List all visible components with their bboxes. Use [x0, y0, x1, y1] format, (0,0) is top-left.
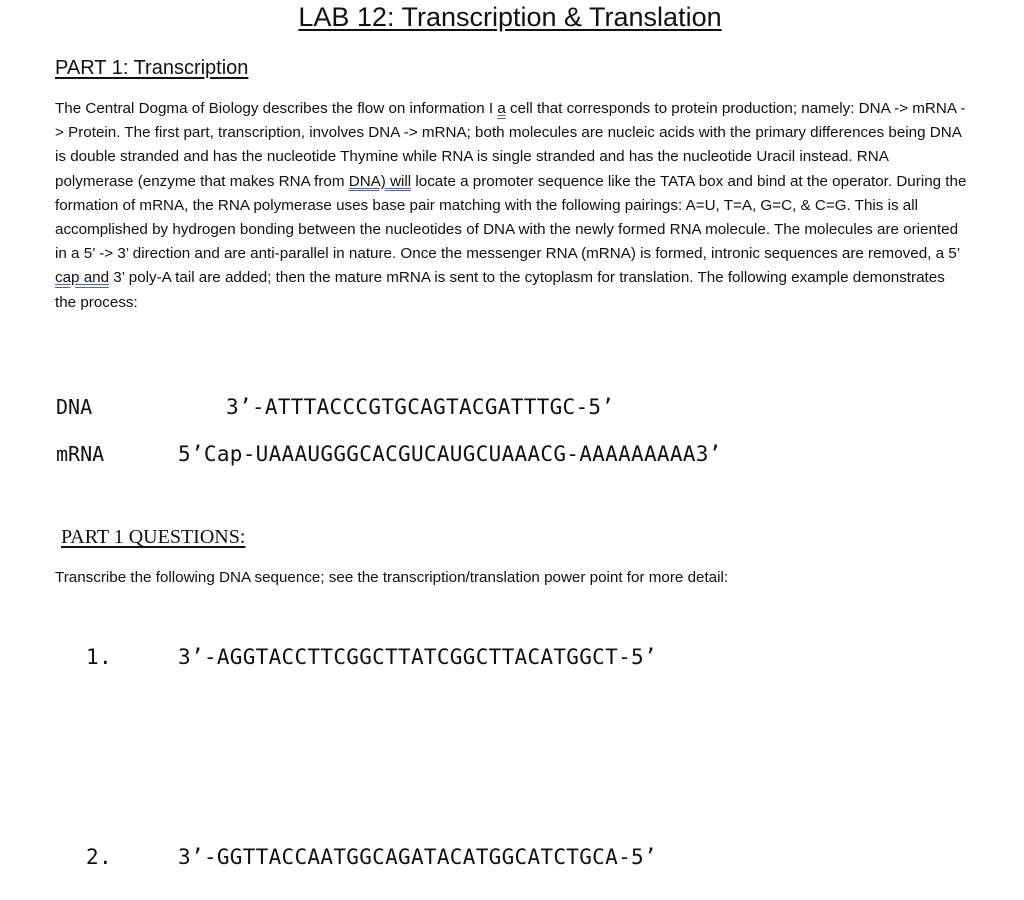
page-title-text: LAB 12: Transcription & Translation [298, 2, 722, 32]
example-mrna-sequence: 5’Cap-UAAAUGGGCACGUCAUGCUAAACG-AAAAAAAAA3’ [178, 442, 722, 466]
intro-text-4: 3’ poly-A tail are added; then the mature mRNA is sent to the cytoplasm for translation. The following example demonstrates the process: [55, 269, 945, 311]
part1-heading: PART 1: Transcription [55, 57, 249, 79]
intro-phrase-dna-will: DNA) will [348, 172, 412, 190]
example-dna-label: DNA [56, 395, 93, 419]
intro-word-a: a [497, 100, 506, 117]
question-sequence: 3’-GGTTACCAATGGCAGATACATGGCATCTGCA-5’ [178, 845, 657, 869]
question-sequence: 3’-AGGTACCTTCGGCTTATCGGCTTACATGGCT-5’ [178, 645, 657, 669]
part1-questions-heading: PART 1 QUESTIONS: [61, 526, 246, 548]
question-number: 2. [86, 845, 112, 869]
intro-text-3: locate a promoter sequence like the TATA box and bind at the operator. During the formation of mRNA, the RNA polymerase uses base pair matching with the following pairings: A=U, T=A, G=C, & C=G. This is all accomplished by hydrogen bonding between the nucleotides of DNA with the newly formed RNA molecule. The molecules are oriented in a 5’ -> 3’ direction and are anti-parallel in nature. Once the messenger RNA (mRNA) is formed, intronic sequences are removed, a 5’ [55, 172, 967, 263]
example-dna-sequence: 3’-ATTTACCCGTGCAGTACGATTTGC-5’ [226, 395, 615, 419]
intro-paragraph [55, 97, 967, 315]
intro-text-1: The Central Dogma of Biology describes the flow on information I [55, 100, 498, 117]
question-number: 1. [86, 645, 112, 669]
instruction-text: Transcribe the following DNA sequence; see the transcription/translation power point for more detail: [55, 569, 729, 586]
intro-text-2: cell that corresponds to protein production; namely: DNA -> mRNA -> Protein. The first part, transcription, involves DNA -> mRNA; both molecules are nucleic acids with the primary differences being DNA is double stranded and has the nucleotide Thymine while RNA is single stranded and has the nucleotide Uracil instead. RNA polymerase (enzyme that makes RNA from [55, 100, 966, 190]
intro-phrase-cap-and: cap and [55, 269, 110, 287]
page-title [0, 0, 1020, 34]
example-mrna-label: mRNA [56, 442, 105, 466]
